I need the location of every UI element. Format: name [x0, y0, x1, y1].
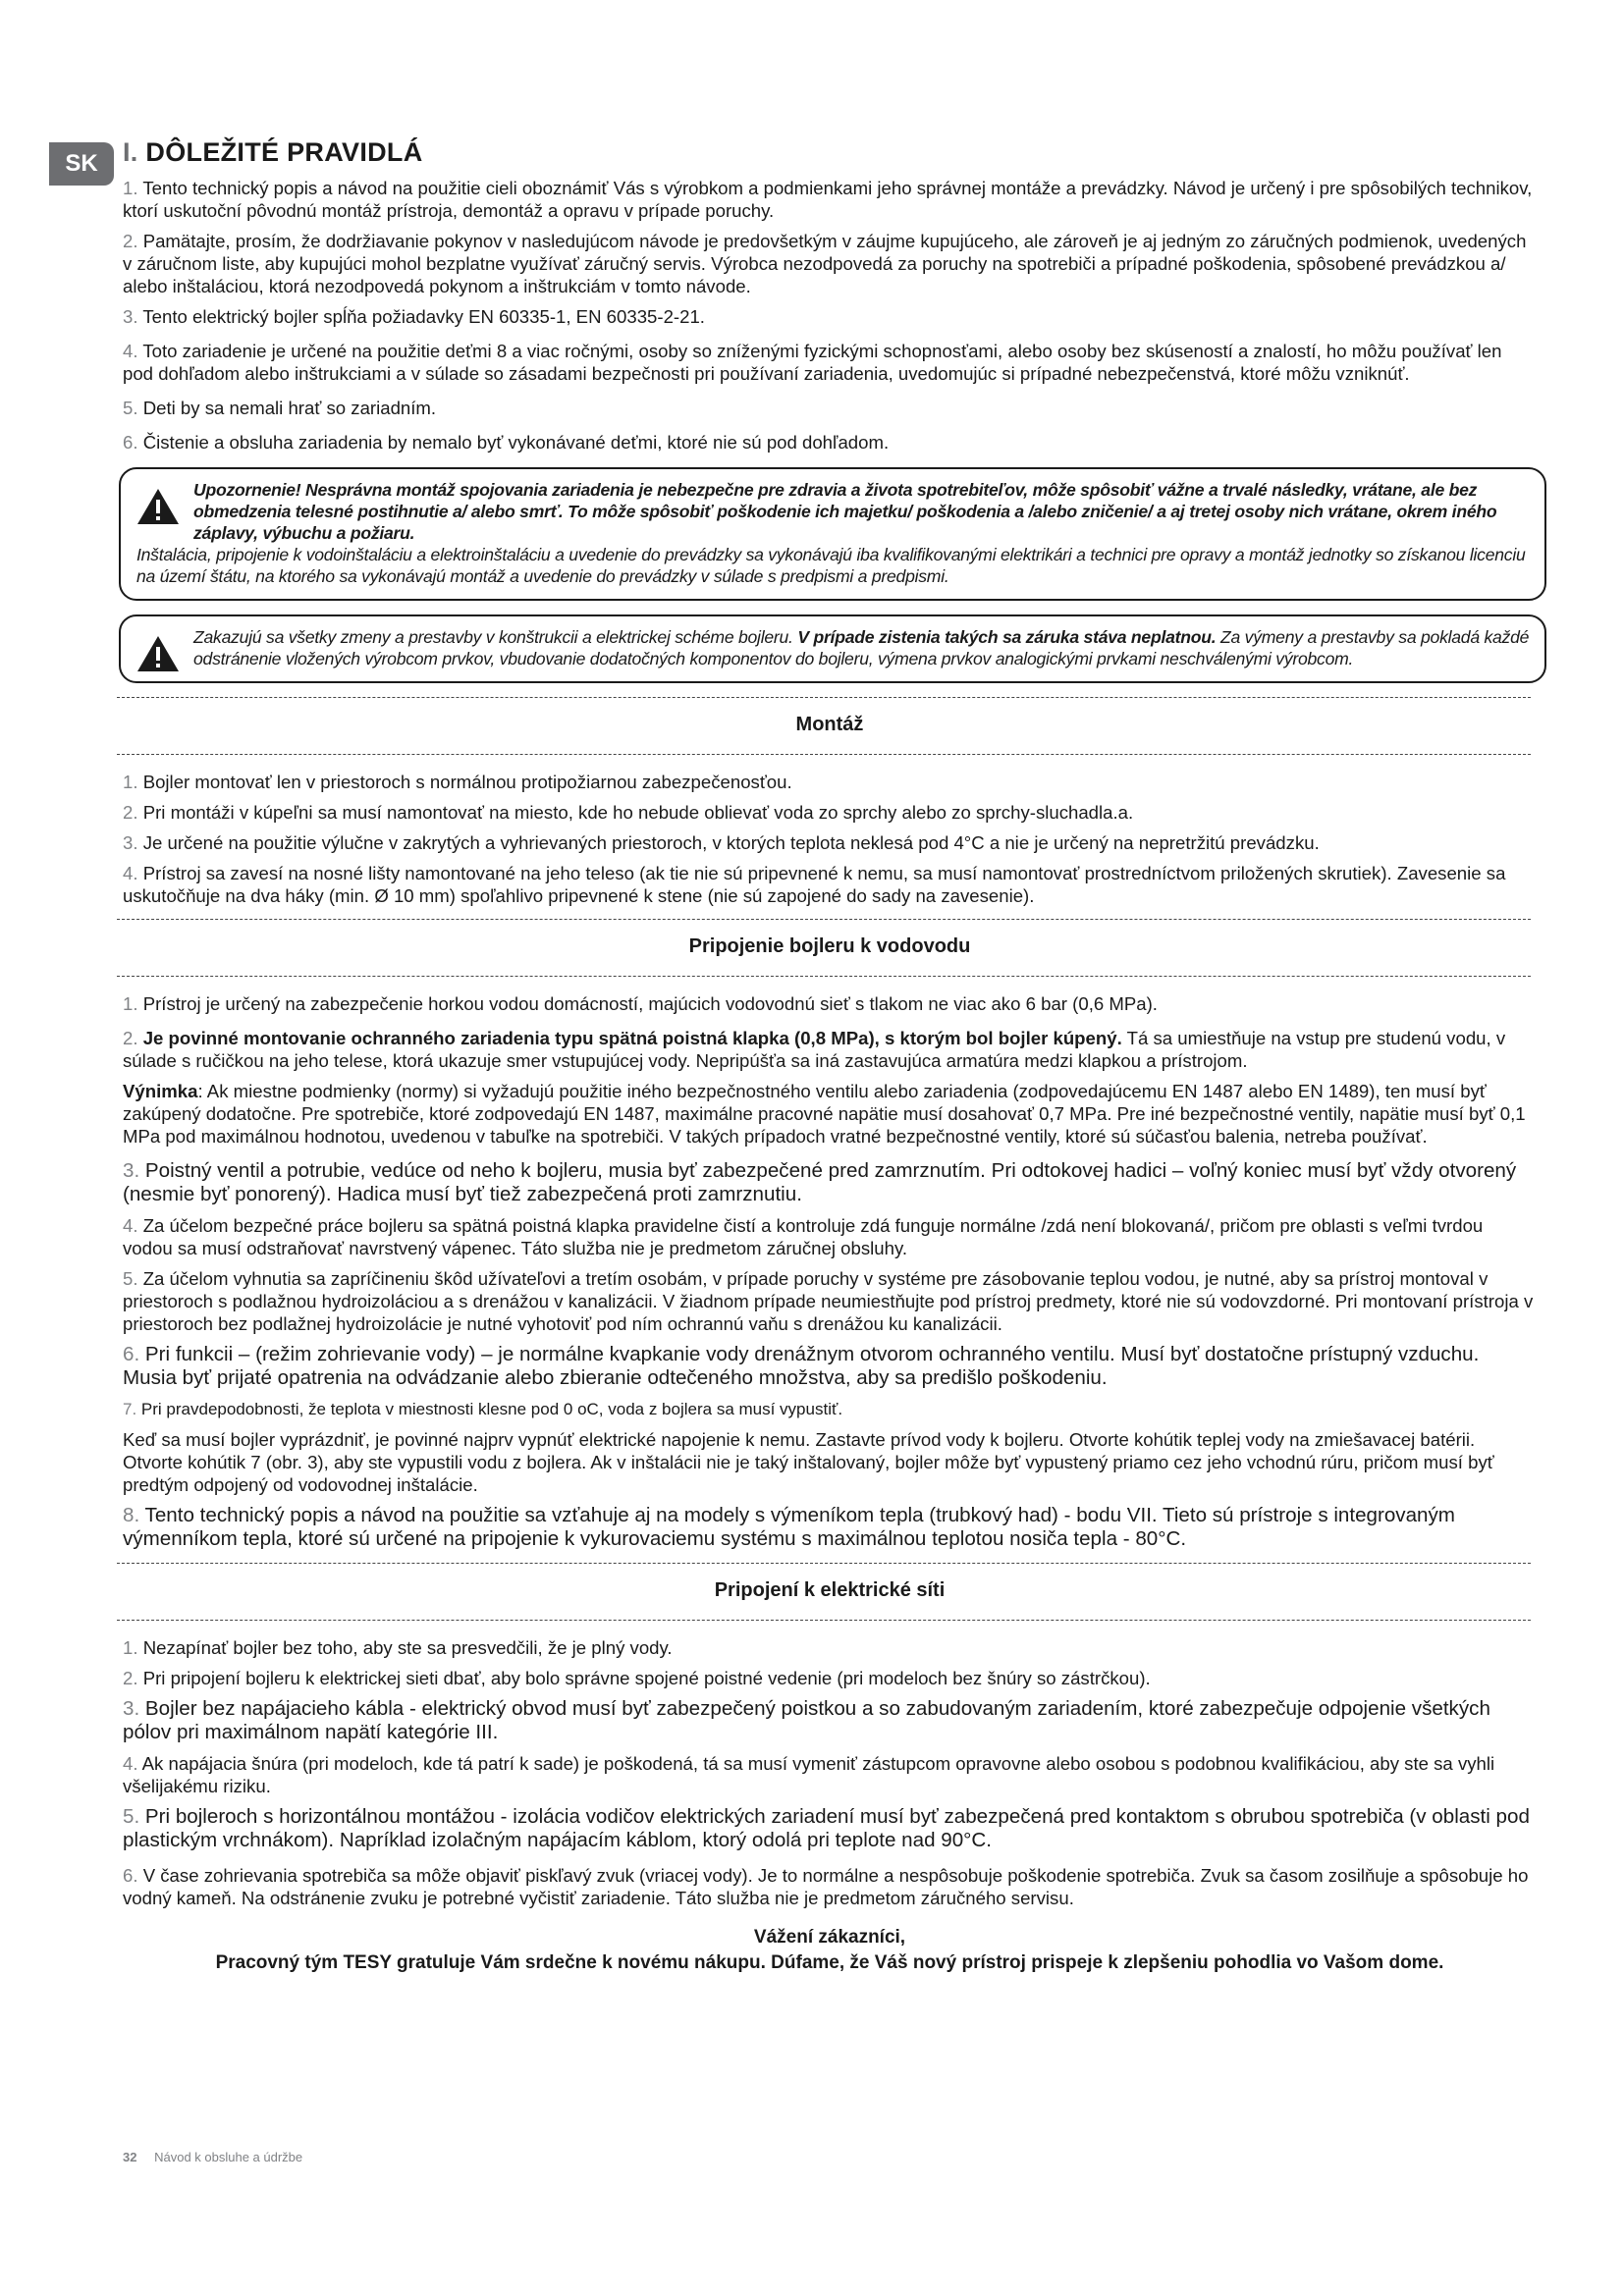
divider: [117, 1563, 1531, 1564]
vodovod-item-2: 2. Je povinné montovanie ochranného zariadenia typu spätná poistná klapka (0,8 MPa), s ktorým bol bojler kúpený. Tá sa umiestňuje na vstup pre studenú vodu, v súlade s ručičkou na jeho telese, ktorá ukazuje smer vstupujúcej vody. Nepripúšťa sa iná zastavujúca armatúra medzi klapkou a prístrojom.: [123, 1028, 1506, 1071]
vodovod-drain-paragraph: Keď sa musí bojler vyprázdniť, je povinné najprv vypnúť elektrické napojenie k nemu. Zastavte prívod vody k bojleru. Otvorte kohútik teplej vody na zmiešavacej batérii. Otvorte kohútik 7 (obr. 3), aby ste vypustili vodu z bojlera. Ak v inštalácii nie je taký inštalovaný, bojler môže byť vypustený priamo cez jeho vchodnú rúru, pričom musí byť predtým odpojený od vodovodnej inštalácie.: [123, 1429, 1494, 1495]
vodovod-item-1: 1. Prístroj je určený na zabezpečenie horkou vodou domácností, majúcich vodovodnú sieť s tlakom ne viac ako 6 bar (0,6 MPa).: [123, 993, 1158, 1014]
warning-bold-text: Upozornenie! Nesprávna montáž spojovania zariadenia je nebezpečne pre zdravia a života spotrebiteľov, môže spôsobiť vážne a trvalé následky, vrátane, ale bez obmedzenia telesné postihnutie a/ alebo smrť. To môže spôsobiť poškodenie ich majetku/ poškodenia a /alebo zničenie/ a aj tretej osoby nich vrátane, okrem iného záplavy, výbuchu a požiaru.: [193, 480, 1497, 543]
language-tab: SK: [49, 142, 114, 186]
item-number: 2.: [123, 231, 138, 251]
closing-message: [123, 1925, 1537, 1976]
intro-item-1: 1. Tento technický popis a návod na použitie cieli oboznámiť Vás s výrobkom a podmienkami jeho správnej montáže a prevádzky. Návod je určený i pre spôsobilých technikov, ktorí uskutoční pôvodnú montáž prístroja, demontáž a opravu v prípade poruchy.: [123, 178, 1533, 221]
closing-text: Pracovný tým TESY gratuluje Vám srdečne k novému nákupu. Dúfame, že Váš nový prístroj prispeje k zlepšeniu pohodlia vo Vašom dome.: [215, 1952, 1444, 1973]
intro-item-5: 5. Deti by sa nemali hrať so zariadním.: [123, 398, 437, 418]
montaz-item-3: 3. Je určené na použitie výlučne v zakrytých a vyhrievaných priestoroch, v ktorých teplota neklesá pod 4°C a nie je určený na nepretržitú prevádzku.: [123, 832, 1320, 853]
page-number: 32: [123, 2150, 137, 2164]
elektro-item-5: 5. Pri bojleroch s horizontálnou montážou - izolácia vodičov elektrických zariadení musí byť zabezpečená pred kontaktom s obrubou spotrebiča (v oblasti pod plastickým vrchnákom). Napríklad izolačným napájacím káblom, ktorý odolá pri teplote nad 90°C.: [123, 1805, 1530, 1851]
elektro-item-6: 6. V čase zohrievania spotrebiča sa môže objaviť piskľavý zvuk (vriacej vody). Je to normálne a nespôsobuje poškodenie spotrebiča. Zvuk sa časom zosilňuje a spôsobuje ho vodný kameň. Na odstránenie zvuku je potrebné vyčistiť zariadenie. Táto služba nie je predmetom záručného servisu.: [123, 1865, 1529, 1908]
heading-elektro: Pripojení k elektrické síti: [714, 1579, 946, 1601]
elektro-item-4: 4. Ak napájacia šnúra (pri modeloch, kde tá patrí k sade) je poškodená, tá sa musí vymeniť zástupcom opravovne alebo osobou s podobnou kvalifikáciou, aby ste sa vyhli všelijakému riziku.: [123, 1753, 1495, 1796]
warning-icon: [136, 487, 180, 526]
montaz-item-2: 2. Pri montáži v kúpeľni sa musí namontovať na miesto, kde ho nebude oblievať voda zo sprchy alebo zo sprchy-sluchadla.a.: [123, 802, 1134, 823]
warning-icon: [136, 634, 180, 673]
elektro-item-3: 3. Bojler bez napájacieho kábla - elektrický obvod musí byť zabezpečený poistkou a so zabudovaným zariadením, ktoré zabezpečuje odpojenie všetkých pólov pri maximálnom napätí kategórie III.: [123, 1697, 1490, 1743]
footer-title: Návod k obsluhe a údržbe: [154, 2150, 303, 2164]
vodovod-item-4: 4. Za účelom bezpečné práce bojleru sa spätná poistná klapka pravidelne čistí a kontroluje zdá funguje normálne /zdá není blokovaná/, pričom pre oblasti s veľmi tvrdou vodou sa musí odstraňovať navrstvený vápenec. Táto služba nie je predmetom záručnej obsluhy.: [123, 1215, 1484, 1258]
item-number: 5.: [123, 398, 138, 418]
divider: [117, 976, 1531, 977]
closing-greeting: Vážení zákazníci,: [753, 1927, 906, 1948]
content: [123, 177, 1537, 1976]
item-number: 1.: [123, 178, 138, 198]
vodovod-item-3: 3. Poistný ventil a potrubie, vedúce od neho k bojleru, musia byť zabezpečené pred zamrznutím. Pri odtokovej hadici – voľný koniec musí byť vždy otvorený (nesmie byť ponorený). Hadica musí byť tiež zabezpečená proti zamrznutiu.: [123, 1159, 1517, 1205]
intro-item-3: 3. Tento elektrický bojler spĺňa požiadavky EN 60335-1, EN 60335-2-21.: [123, 306, 705, 327]
elektro-item-1: 1. Nezapínať bojler bez toho, aby ste sa presvedčili, že je plný vody.: [123, 1637, 673, 1658]
section-title-text: DÔLEŽITÉ PRAVIDLÁ: [145, 137, 423, 167]
intro-item-2: 2. Pamätajte, prosím, že dodržiavanie pokynov v nasledujúcom návode je predovšetkým v záujme kupujúceho, ale zároveň je aj jedným zo záručných podmienok, uvedených v záručnom liste, aby kupujúci mohol bezplatne využívať záručný servis. Výrobca nezodpovedá za poruchy na spotrebiči a prípadné poškodenia, spôsobené prevádzkou a/ alebo inštaláciou, ktorá nezodpovedá pokynom a inštrukciám v tomto návode.: [123, 231, 1527, 296]
warning-box-installation: [119, 467, 1546, 601]
heading-vodovod: Pripojenie bojleru k vodovodu: [688, 935, 971, 957]
intro-item-6: 6. Čistenie a obsluha zariadenia by nemalo byť vykonávané deťmi, ktoré nie sú pod dohľadom.: [123, 432, 890, 453]
item-number: 6.: [123, 432, 138, 453]
divider: [117, 754, 1531, 755]
intro-item-4: 4. Toto zariadenie je určené na použitie deťmi 8 a viac ročnými, osoby so zníženými fyzickými schopnosťami, alebo osoby bez skúseností a znalostí, ho môžu používať len pod dohľadom alebo inštrukciami a v súlade so zásadami bezpečnosti pri používaní zariadenia, uvedomujúc si prípadné nebezpečenstvá, ktoré môžu vzniknúť.: [123, 341, 1502, 384]
vodovod-exception: Výnimka: Ak miestne podmienky (normy) si vyžadujú použitie iného bezpečnostného ventilu alebo zariadenia (zodpovedajúcemu EN 1487 alebo EN 1489), ten musí byť zakúpený dodatočne. Pre spotrebiče, ktoré zodpovedajú EN 1487, maximálne pracovné napätie musí dosahovať 0,7 MPa. Pre iné bezpečnostné ventily, napätie musí byť 0,1 MPa pod maximálnou hodnotou, uvedenou v tabuľke na spotrebiči. V takých prípadoch vratné bezpečnostné ventily, ktoré sú súčasťou balenia, netreba používať.: [123, 1081, 1526, 1147]
vodovod-item-8: 8. Tento technický popis a návod na použitie sa vzťahuje aj na modely s výmeníkom tepla (trubkový had) - bodu VII. Tieto sú prístroje s integrovaným výmenníkom tepla, ktoré sú určené na pripojenie k vykurovaciemu systému s maximálnou teplotou nosiča tepla - 80°C.: [123, 1504, 1455, 1550]
warning-normal-text: Inštalácia, pripojenie k vodoinštaláciu a elektroinštaláciu a uvedenie do prevádzky sa vykonávajú iba kvalifikovanými elektrikári a technici pre opravy a montáž jednotky so získanou licenciu na území štátu, na ktorého sa vykonávajú montáž a uvedenie do prevádzky v súlade s predpismi a predpismi.: [136, 545, 1526, 586]
heading-montaz: Montáž: [795, 714, 864, 735]
montaz-item-4: 4. Prístroj sa zavesí na nosné lišty namontované na jeho teleso (ak tie nie sú pripevnené k nemu, sa musí namontovať prostredníctvom priložených skrutiek). Zavesenie sa uskutočňuje na dva háky (min. Ø 10 mm) spoľahlivo pripevnené k stene (nie sú zapojené do sady na zavesenie).: [123, 863, 1506, 906]
montaz-item-1: 1. Bojler montovať len v priestoroch s normálnou protipožiarnou zabezpečenosťou.: [123, 772, 792, 792]
page-footer: [123, 2150, 302, 2164]
item-number: 4.: [123, 341, 138, 361]
item-number: 3.: [123, 306, 138, 327]
vodovod-item-7: 7. Pri pravdepodobnosti, že teplota v miestnosti klesne pod 0 oC, voda z bojlera sa musí vypustiť.: [123, 1400, 843, 1418]
elektro-item-2: 2. Pri pripojení bojleru k elektrickej sieti dbať, aby bolo správne spojené poistné vedenie (pri modeloch bez šnúry so zástrčkou).: [123, 1668, 1151, 1688]
section-title: [123, 137, 423, 168]
vodovod-item-5: 5. Za účelom vyhnutia sa zapríčineniu škôd užívateľovi a tretím osobám, v prípade poruchy v systéme pre zásobovanie teplou vodou, je nutné, aby sa prístroj montoval v priestoroch s podlažnou hydroizoláciou a s drenážou v kanalizácii. V žiadnom prípade neumiestňujte pod prístroj predmety, ktoré nie sú vodovzdorné. Pri montovaní prístroja v priestoroch bez podlažnej hydroizolácie je nutné vyhotoviť pod ním ochrannú vaňu s drenážou ku kanalizácii.: [123, 1268, 1534, 1334]
warning-box-modifications: Zakazujú sa všetky zmeny a prestavby v konštrukcii a elektrickej schéme bojleru. V prípade zistenia takých sa záruka stáva neplatnou. Za výmeny a prestavby sa pokladá každé odstránenie vložených výrobcom prvkov, vbudovanie dodatočných komponentov do bojleru, výmena prvkov analogickými prvkami neschválenými výrobcom.: [119, 614, 1546, 683]
section-number: I.: [123, 137, 138, 167]
vodovod-item-6: 6. Pri funkcii – (režim zohrievanie vody) – je normálne kvapkanie vody drenážnym otvorom ochranného ventilu. Musí byť dostatočne prístupný vzduchu. Musia byť prijaté opatrenia na odvádzanie alebo zbieranie odtečeného množstva, aby sa predišlo poškodeniu.: [123, 1343, 1480, 1389]
divider: [117, 919, 1531, 920]
divider: [117, 1620, 1531, 1621]
divider: [117, 697, 1531, 698]
